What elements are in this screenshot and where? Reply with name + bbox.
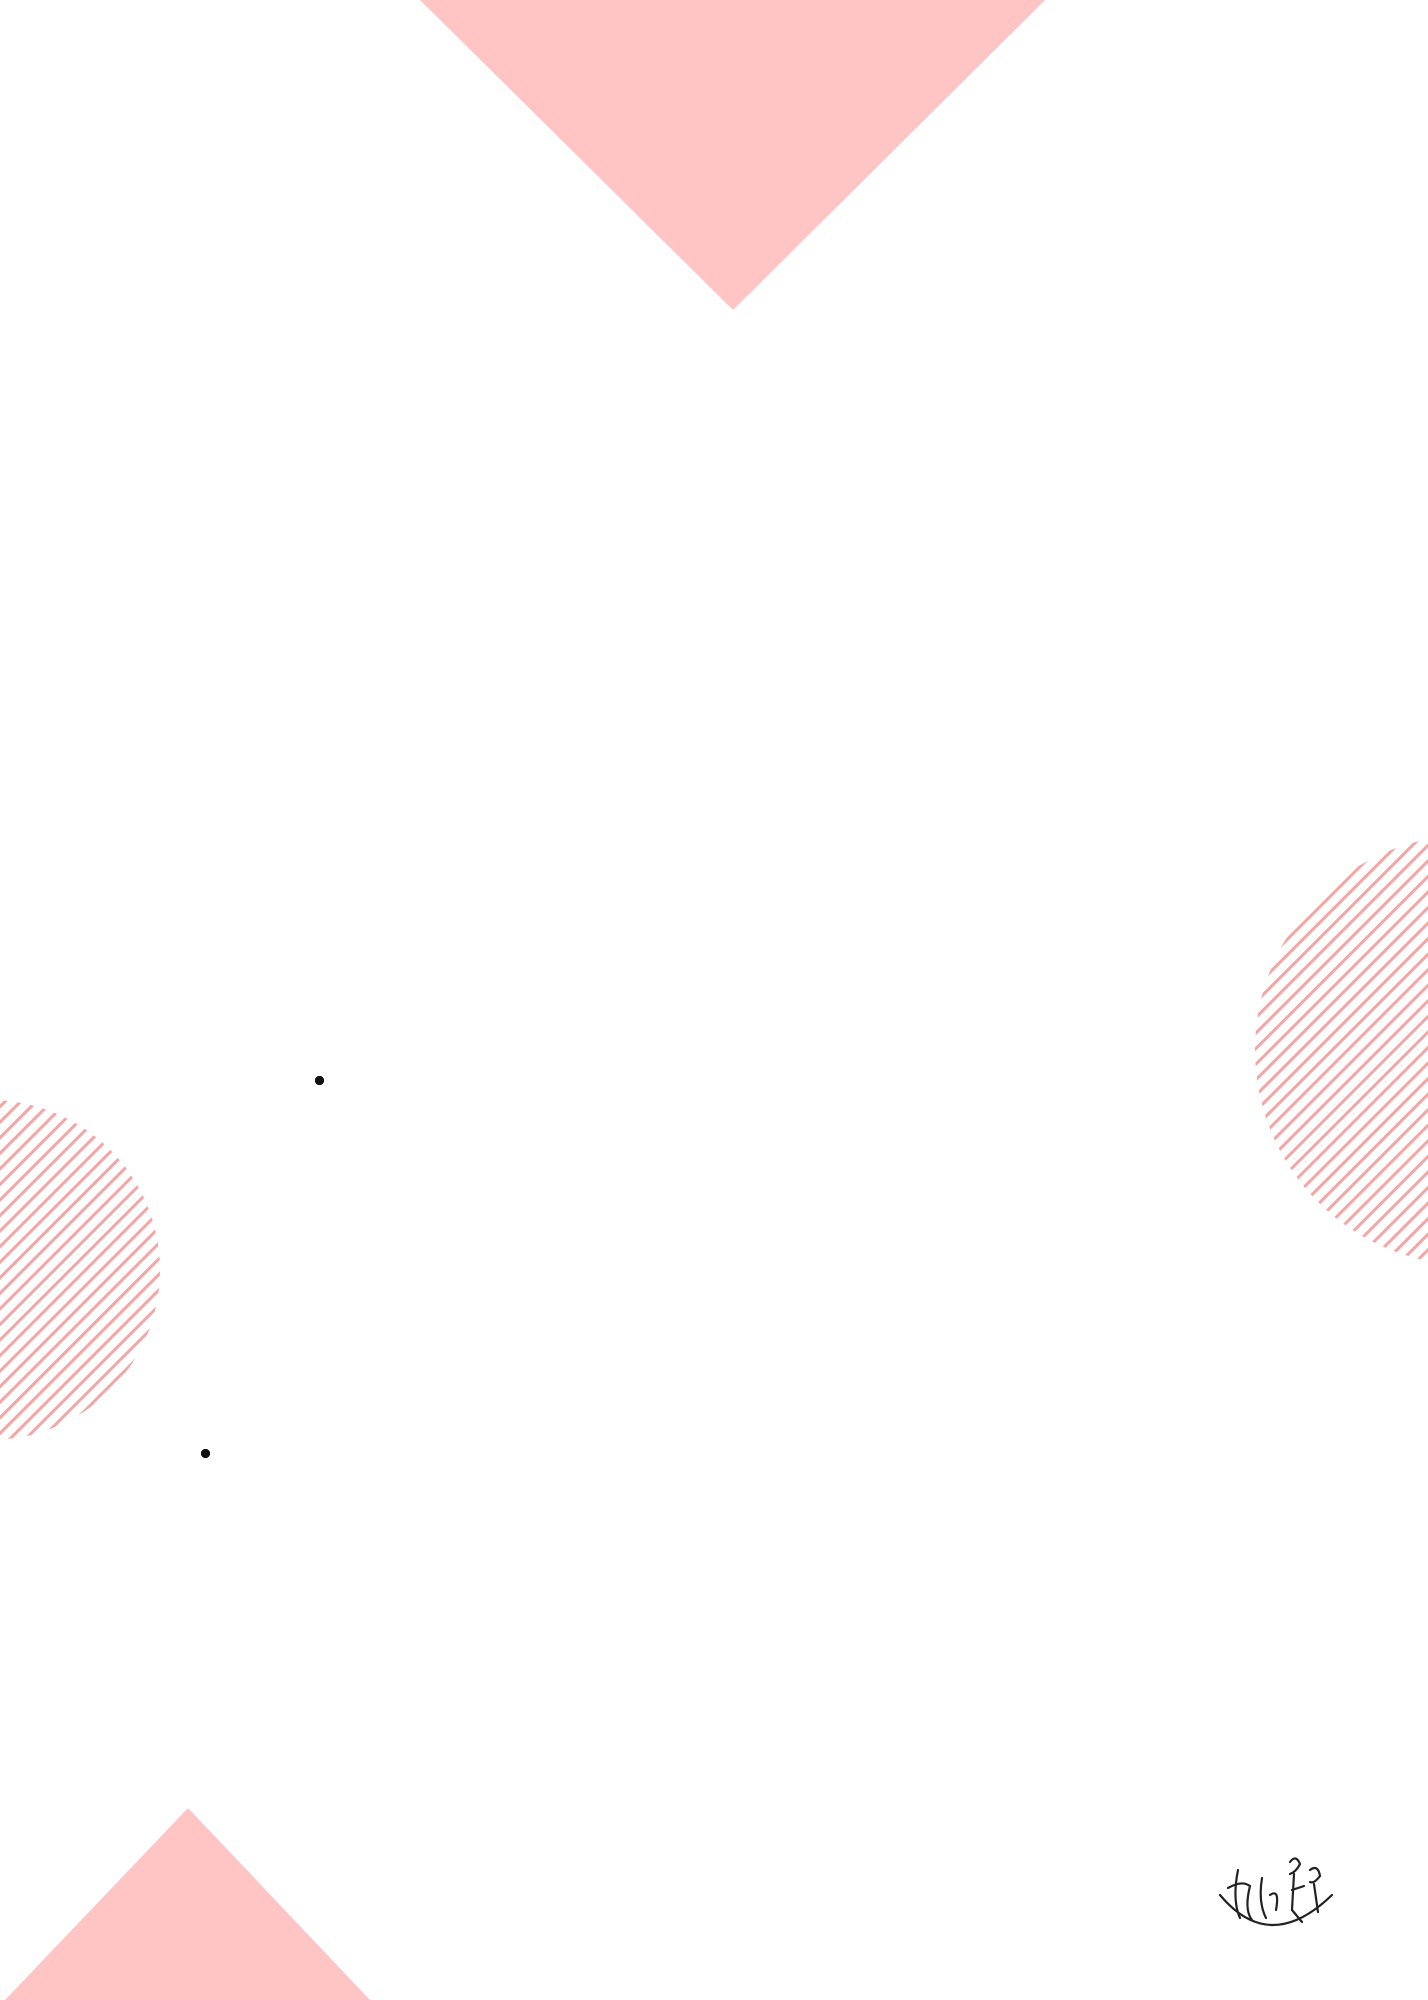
bottom-pink-triangle [5, 1808, 370, 2000]
right-striped-circle [1255, 835, 1428, 1265]
top-pink-triangle [420, 0, 1045, 310]
signature-logo-icon [1210, 1840, 1340, 1940]
left-striped-circle [0, 1100, 160, 1440]
